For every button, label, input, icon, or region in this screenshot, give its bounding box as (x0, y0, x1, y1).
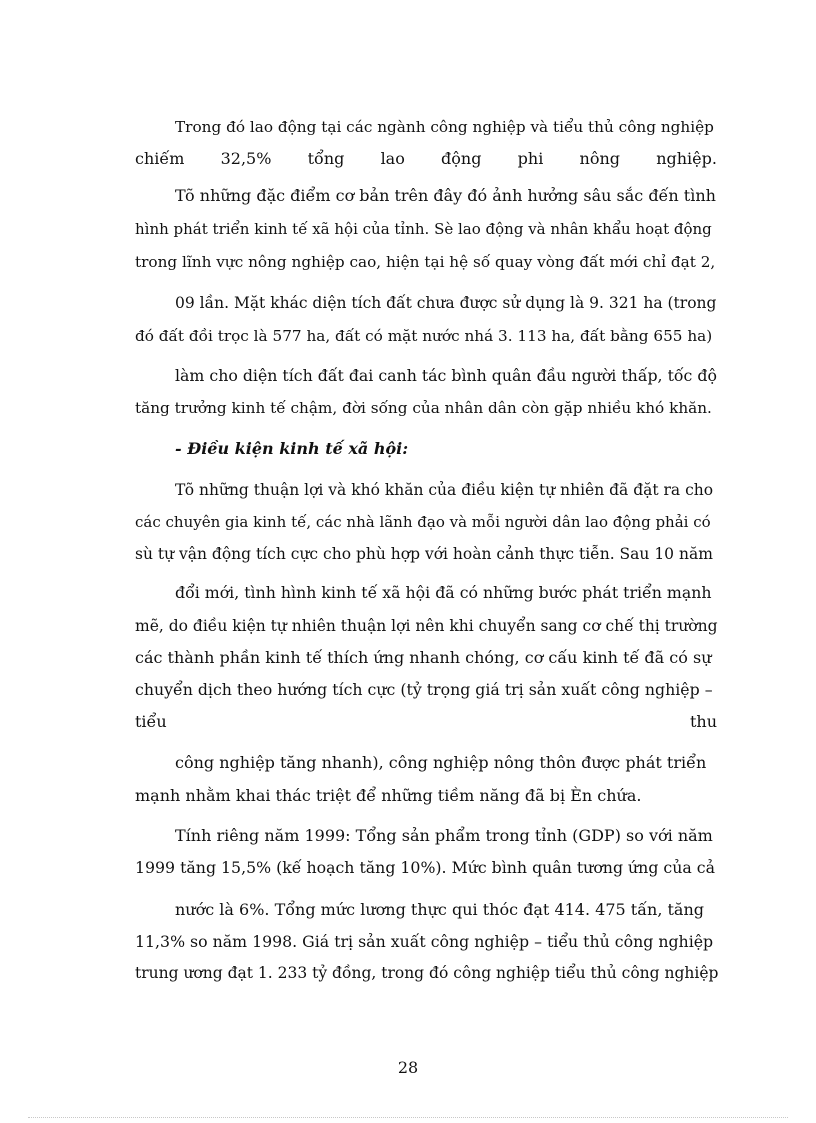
paragraph-line: tăng trưởng kinh tế chậm, đời sống của nhân dân còn gặp nhiều khó khăn. (135, 399, 712, 417)
paragraph-line: nước là 6%. Tổng mức lương thực qui thóc đạt 414. 475 tấn, tăng (175, 900, 704, 919)
paragraph-line: trung ương đạt 1. 233 tỷ đồng, trong đó công nghiệp tiểu thủ công nghiệp (135, 964, 719, 982)
word: chiếm (135, 149, 185, 168)
section-heading: - Điều kiện kinh tế xã hội: (175, 439, 409, 458)
paragraph-line: đó đất đồi trọc là 577 ha, đất có mặt nước nhá 3. 113 ha, đất bằng 655 ha) (135, 327, 713, 345)
paragraph-line: Tõ những thuận lợi và khó khăn của điều kiện tự nhiên đã đặt ra cho (175, 481, 714, 499)
paragraph-line: trong lĩnh vực nông nghiệp cao, hiện tại hệ số quay vòng đất mới chỉ đạt 2, (135, 253, 716, 271)
paragraph-line: Tõ những đặc điểm cơ bản trên đây đó ảnh hưởng sâu sắc đến tình (175, 186, 716, 205)
word: thu (689, 712, 717, 731)
paragraph-line: các chuyên gia kinh tế, các nhà lãnh đạo và mỗi người dân lao động phải có (135, 513, 711, 531)
paragraph-line-justified (135, 711, 717, 733)
word: nông (579, 149, 620, 168)
paragraph-line: mẽ, do điều kiện tự nhiên thuận lợi nên khi chuyển sang cơ chế thị trường (135, 617, 718, 635)
paragraph-line: 1999 tăng 15,5% (kế hoạch tăng 10%). Mức bình quân tương ứng của cả (135, 858, 715, 877)
word: nghiệp. (656, 149, 717, 168)
paragraph-line: 11,3% so năm 1998. Giá trị sản xuất công nghiệp – tiểu thủ công nghiệp (135, 932, 714, 951)
page-number: 28 (397, 1058, 419, 1077)
paragraph-line: hình phát triển kinh tế xã hội của tỉnh. Sè lao động và nhân khẩu hoạt động (135, 220, 712, 238)
paragraph-line: các thành phần kinh tế thích ứng nhanh chóng, cơ cấu kinh tế đã có sự (135, 648, 712, 667)
paragraph-line: sù tự vận động tích cực cho phù hợp với hoàn cảnh thực tiễn. Sau 10 năm (135, 545, 713, 563)
footer-divider (28, 1117, 788, 1118)
word: lao (380, 149, 405, 168)
word: tổng (307, 149, 345, 168)
paragraph-line: đổi mới, tình hình kinh tế xã hội đã có những bước phát triển mạnh (175, 583, 712, 602)
paragraph-line: chuyển dịch theo hướng tích cực (tỷ trọng giá trị sản xuất công nghiệp – (135, 680, 713, 699)
paragraph-line: 09 lần. Mặt khác diện tích đất chưa được sử dụng là 9. 321 ha (trong (175, 294, 717, 312)
word: 32,5% (220, 149, 272, 168)
paragraph-line: Tính riêng năm 1999: Tổng sản phẩm trong tỉnh (GDP) so với năm (175, 826, 713, 845)
word: tiểu (135, 712, 167, 731)
word: động (441, 149, 482, 168)
paragraph-line: mạnh nhằm khai thác triệt để những tiềm năng đã bị Èn chứa. (135, 786, 642, 805)
paragraph-line: công nghiệp tăng nhanh), công nghiệp nông thôn được phát triển (175, 753, 707, 772)
word: phi (517, 149, 544, 168)
paragraph-line-justified (135, 148, 717, 170)
paragraph-line: Trong đó lao động tại các ngành công nghiệp và tiểu thủ công nghiệp (175, 118, 714, 136)
paragraph-line: làm cho diện tích đất đai canh tác bình quân đầu người thấp, tốc độ (175, 366, 717, 385)
